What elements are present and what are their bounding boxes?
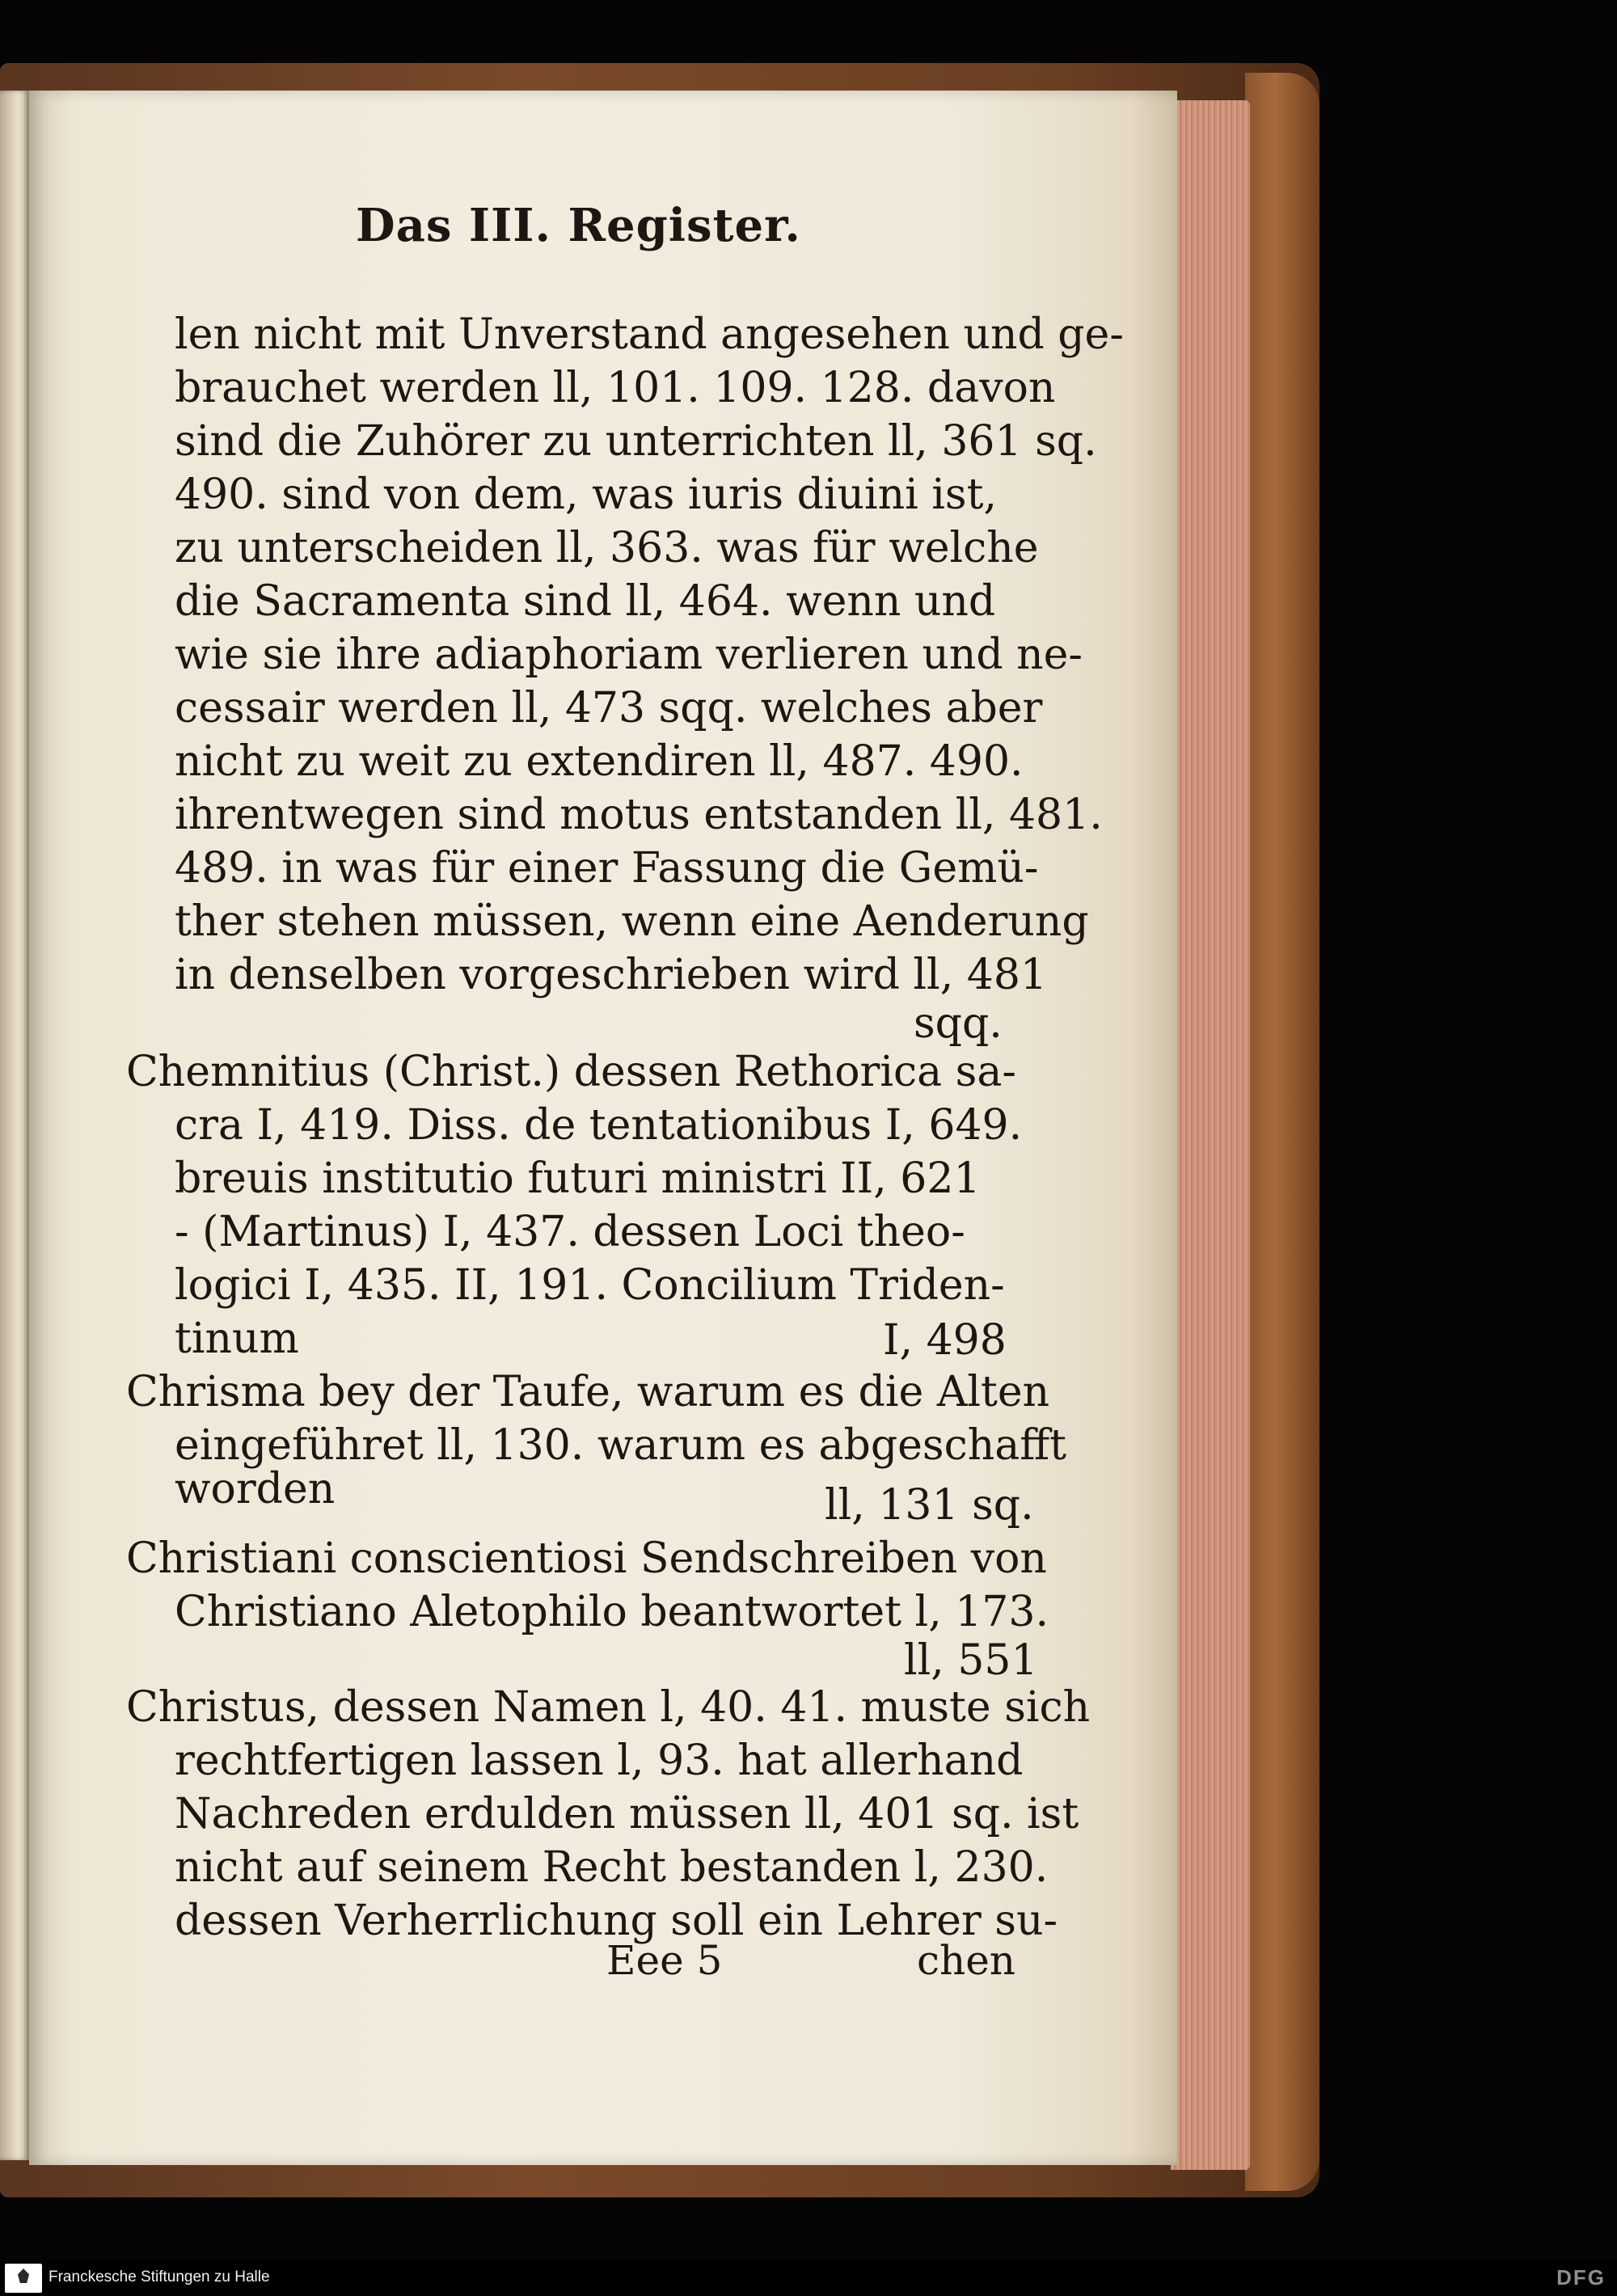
text-line: zu unterscheiden ll, 363. was für welche [175, 524, 1039, 572]
text-line: dessen Verherrlichung soll ein Lehrer su- [175, 1897, 1058, 1945]
text-line: 489. in was für einer Fassung die Gemü- [175, 844, 1039, 893]
text-line: tinum [175, 1315, 299, 1363]
running-head: Das III. Register. [356, 199, 801, 252]
index-entry-christus: Christus, dessen Namen l, 40. 41. muste sich [126, 1683, 1091, 1732]
footer-institution-name: Franckesche Stiftungen zu Halle [49, 2269, 270, 2285]
text-line: worden [175, 1465, 336, 1513]
text-line: breuis institutio futuri ministri II, 621 [175, 1154, 981, 1203]
text-line: brauchet werden ll, 101. 109. 128. davon [175, 364, 1056, 412]
franckesche-stiftungen-logo-icon [5, 2264, 42, 2293]
text-line: Nachreden erdulden müssen ll, 401 sq. ist [175, 1790, 1079, 1838]
text-line: cessair werden ll, 473 sqq. welches aber [175, 684, 1043, 732]
text-line: 490. sind von dem, was iuris diuini ist, [175, 471, 998, 519]
text-line: ihrentwegen sind motus entstanden ll, 481. [175, 791, 1103, 839]
text-line: sqq. [914, 999, 1003, 1048]
text-line: in denselben vorgeschrieben wird ll, 481 [175, 951, 1047, 999]
dfg-logo: DFG [1556, 2265, 1606, 2290]
text-line: logici I, 435. II, 191. Concilium Triden- [175, 1261, 1005, 1310]
text-line: cra I, 419. Diss. de tentationibus I, 649. [175, 1101, 1023, 1150]
text-line: I, 498 [883, 1316, 1007, 1365]
text-line: nicht zu weit zu extendiren ll, 487. 490. [175, 737, 1024, 786]
text-line: Christiano Aletophilo beantwortet l, 173. [175, 1588, 1049, 1636]
text-line: ll, 551 [904, 1636, 1038, 1685]
text-line: die Sacramenta sind ll, 464. wenn und [175, 577, 996, 626]
text-line: - (Martinus) I, 437. dessen Loci theo- [175, 1208, 965, 1256]
text-line: ll, 131 sq. [825, 1481, 1034, 1530]
catchword: chen [917, 1937, 1015, 1984]
index-entry-chrisma: Chrisma bey der Taufe, warum es die Alten [126, 1368, 1050, 1416]
text-line: len nicht mit Unverstand angesehen und ge- [175, 310, 1124, 359]
signature-mark: Eee 5 [606, 1937, 723, 1984]
text-line: wie sie ihre adiaphoriam verlieren und ne- [175, 631, 1083, 679]
text-line: sind die Zuhörer zu unterrichten ll, 361 sq. [175, 417, 1097, 466]
index-entry-christiani: Christiani conscientiosi Sendschreiben von [126, 1534, 1047, 1583]
text-line: nicht auf seinem Recht bestanden l, 230. [175, 1843, 1049, 1892]
index-entry-chemnitius: Chemnitius (Christ.) dessen Rethorica sa- [126, 1048, 1016, 1096]
text-line: eingeführet ll, 130. warum es abgeschafft [175, 1421, 1067, 1470]
text-line: rechtfertigen lassen l, 93. hat allerhand [175, 1737, 1024, 1785]
text-line: ther stehen müssen, wenn eine Aenderung [175, 897, 1089, 946]
